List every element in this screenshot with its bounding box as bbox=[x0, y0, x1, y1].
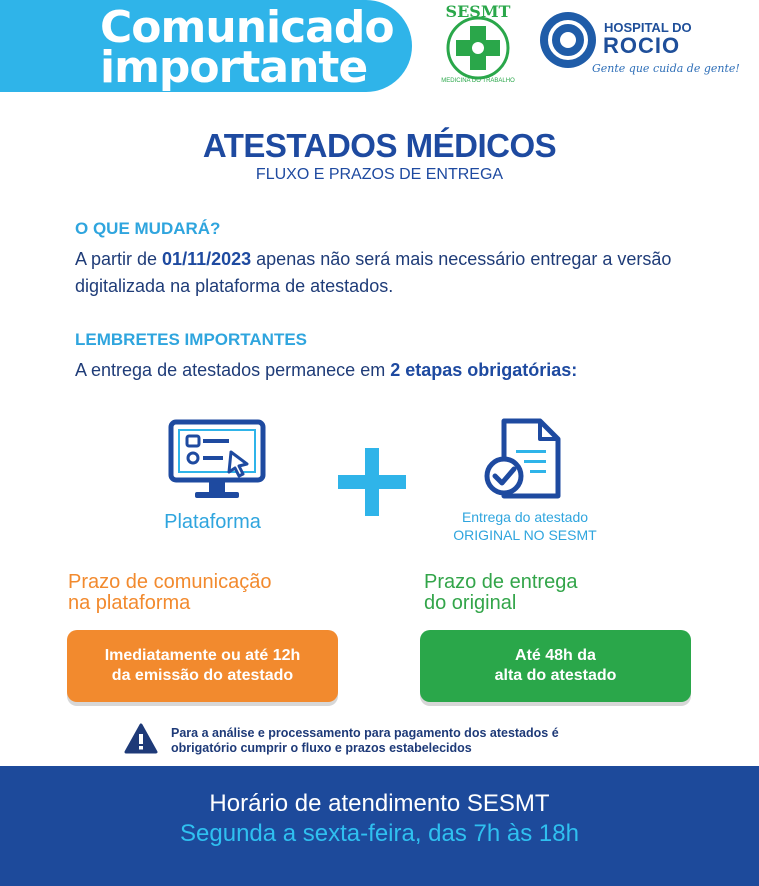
changes-text-after: apenas não será mais necessário entregar a versão digitalizada na plataforma de atestados. bbox=[75, 249, 672, 296]
sesmt-cross-logo bbox=[440, 2, 516, 90]
sesmt-logo bbox=[440, 2, 516, 90]
plus-icon-bar bbox=[338, 475, 406, 489]
deadline-box-original bbox=[420, 630, 691, 702]
step-label-platform: Plataforma bbox=[164, 511, 261, 533]
footer-hours-schedule: Segunda a sexta-feira, das 7h às 18h bbox=[180, 820, 579, 847]
reminders-text-before: A entrega de atestados permanece em bbox=[75, 360, 391, 380]
step-label-original-line2: ORIGINAL NO SESMT bbox=[453, 527, 597, 543]
hospital-name-line1: HOSPITAL DO bbox=[604, 20, 692, 35]
page-title: ATESTADOS MÉDICOS bbox=[202, 127, 557, 164]
deadline-box-platform bbox=[67, 630, 338, 702]
deadline-title-platform-line2: na plataforma bbox=[68, 592, 191, 614]
hospital-logo bbox=[540, 12, 596, 68]
changes-paragraph bbox=[75, 246, 715, 300]
reminders-paragraph bbox=[75, 357, 715, 384]
reminders-bold: 2 etapas obrigatórias: bbox=[390, 360, 578, 380]
deadline-box-platform-line1: Imediatamente ou até 12h bbox=[104, 647, 301, 664]
deadline-title-original-line2: do original bbox=[424, 592, 517, 614]
changes-text-before: A partir de bbox=[75, 249, 163, 269]
deadline-title-platform bbox=[68, 572, 271, 614]
document-check-icon bbox=[484, 418, 564, 500]
sesmt-logo-subtext: MEDICINA DO TRABALHO bbox=[441, 78, 515, 84]
section-heading-changes: O QUE MUDARÁ? bbox=[75, 219, 221, 238]
deadline-title-platform-line1: Prazo de comunicação bbox=[68, 571, 272, 593]
footer-hours-title: Horário de atendimento SESMT bbox=[209, 790, 550, 817]
hospital-tagline: Gente que cuida de gente! bbox=[592, 62, 740, 75]
section-heading-reminders: LEMBRETES IMPORTANTES bbox=[75, 330, 308, 349]
banner-title-line1: Comunicado bbox=[100, 2, 394, 53]
page-subtitle: FLUXO E PRAZOS DE ENTREGA bbox=[255, 166, 504, 183]
step-label-original-line1: Entrega do atestado bbox=[461, 509, 589, 525]
warning-text-line1: Para a análise e processamento para pagamento dos atestados é bbox=[171, 726, 559, 740]
warning-icon bbox=[124, 723, 158, 755]
hospital-name-line2: ROCIO bbox=[603, 33, 681, 58]
step-label-original bbox=[420, 508, 630, 544]
sesmt-logo-text: SESMT bbox=[445, 2, 511, 21]
monitor-icon bbox=[167, 418, 267, 504]
warning-text-line2: obrigatório cumprir o fluxo e prazos estabelecidos bbox=[171, 741, 472, 755]
deadline-title-original bbox=[424, 572, 577, 614]
deadline-box-original-line2: alta do atestado bbox=[494, 667, 617, 684]
deadline-box-platform-line2: da emissão do atestado bbox=[111, 667, 294, 684]
warning-text bbox=[171, 726, 651, 756]
banner-title-line2: importante bbox=[100, 42, 368, 93]
changes-date: 01/11/2023 bbox=[162, 249, 252, 269]
deadline-title-original-line1: Prazo de entrega bbox=[424, 571, 578, 593]
deadline-box-original-line1: Até 48h da bbox=[515, 647, 596, 664]
